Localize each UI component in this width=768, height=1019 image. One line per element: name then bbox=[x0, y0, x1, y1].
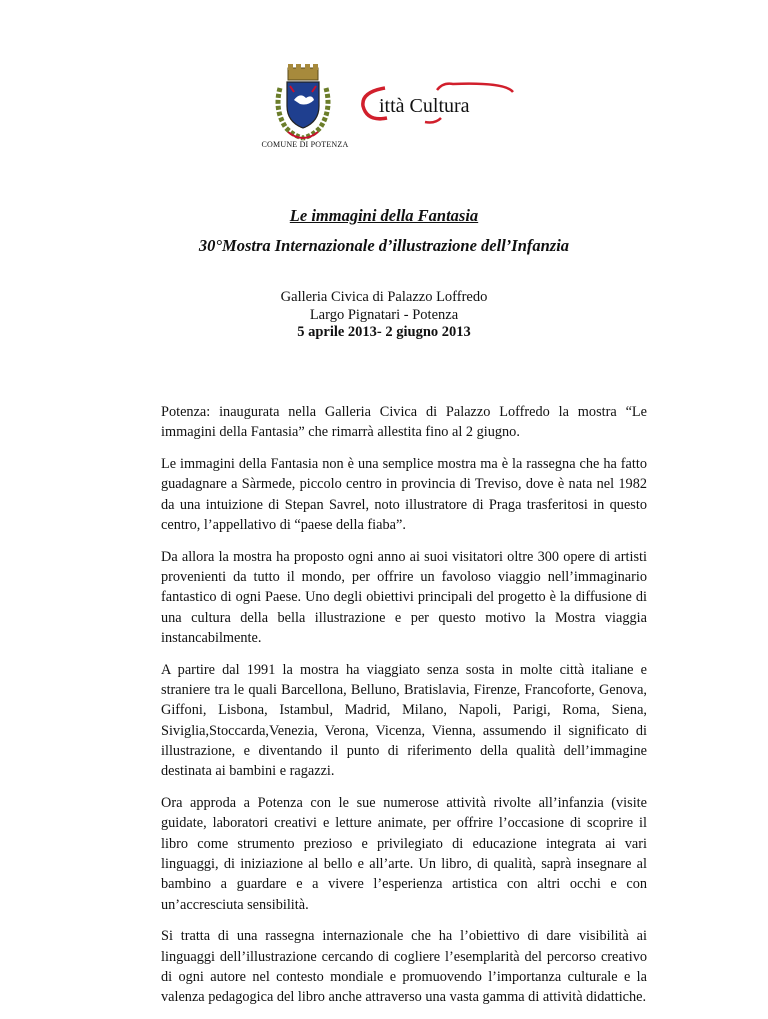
paragraph: Si tratta di una rassegna internazionale che ha l’obiettivo di dare visibilità ai linguaggi dell’illustrazione cercando di cogliere l’esemplarità del percorso creativo di ogni autore nel contesto mondiale e promuovendo l’importanza culturale e la valenza pedagogica del libro anche attraverso una vasta gamma di attività didattiche. bbox=[161, 928, 647, 1006]
paragraph: A partire dal 1991 la mostra ha viaggiato senza sosta in molte città italiane e straniere tra le quali Barcellona, Belluno, Bratislavia, Firenze, Francoforte, Genova, Giffoni, Lisbona, Istambul, Madrid, Milano, Napoli, Parigi, Roma, Siena, Siviglia,Stoccarda,Venezia, Verona, Vicenza, Vienna, assumendo il significato di illustrazione, e diventando il punto di riferimento della qualità dell’immagine destinata ai bambini e ragazzi. bbox=[161, 661, 647, 780]
article-body bbox=[161, 402, 647, 1019]
venue-dates: 5 aprile 2013- 2 giugno 2013 bbox=[297, 324, 471, 340]
document-subtitle: 30°Mostra Internazionale d’illustrazione dell’Infanzia bbox=[198, 236, 570, 255]
paragraph: Le immagini della Fantasia non è una semplice mostra ma è la rassegna che ha fatto guadagnare a Sàrmede, piccolo centro in provincia di Treviso, dove è nata nel 1982 da una intuizione di Stepan Savrel, noto illustratore di Praga trasferitosi in questo centro, l’appellativo di “paese della fiaba”. bbox=[161, 456, 647, 533]
paragraph: Ora approda a Potenza con le sue numerose attività rivolte all’infanzia (visite guidate, laboratori creativi e letture animate, per offrire l’occasione di scoprire il libro come strumento prezioso e privilegiato di educazione integrata ai vari linguaggi, di iniziazione al bello e all’arte. Un libro, di qualità, saprà insegnare al bambino a guardare e a vivere l’esperienza artistica con altri occhi e con un’accresciuta sensibilità. bbox=[161, 795, 647, 913]
venue-place: Galleria Civica di Palazzo Loffredo bbox=[280, 289, 488, 305]
comune-label: COMUNE DI POTENZA bbox=[261, 140, 349, 149]
paragraph: Da allora la mostra ha proposto ogni anno ai suoi visitatori oltre 300 opere di artisti provenienti da tutto il mondo, per offrire un favoloso viaggio nell’immaginario fantastico di ogni Paese. Uno degli obiettivi principali del progetto è la diffusione di una cultura della bella illustrazione e per questo motivo la Mostra viaggia instancabilmente. bbox=[161, 548, 647, 646]
paragraph: Potenza: inaugurata nella Galleria Civica di Palazzo Loffredo la mostra “Le immagini della Fantasia” che rimarrà allestita fino al 2 giugno. bbox=[161, 404, 647, 441]
citta-cultura-wordmark: ittà Cultura bbox=[379, 95, 470, 117]
potenza-coat-of-arms-icon bbox=[270, 58, 336, 142]
letterhead bbox=[255, 58, 515, 158]
venue-block bbox=[0, 289, 768, 342]
venue-address: Largo Pignatari - Potenza bbox=[309, 306, 459, 323]
document-title: Le immagini della Fantasia bbox=[289, 206, 479, 225]
